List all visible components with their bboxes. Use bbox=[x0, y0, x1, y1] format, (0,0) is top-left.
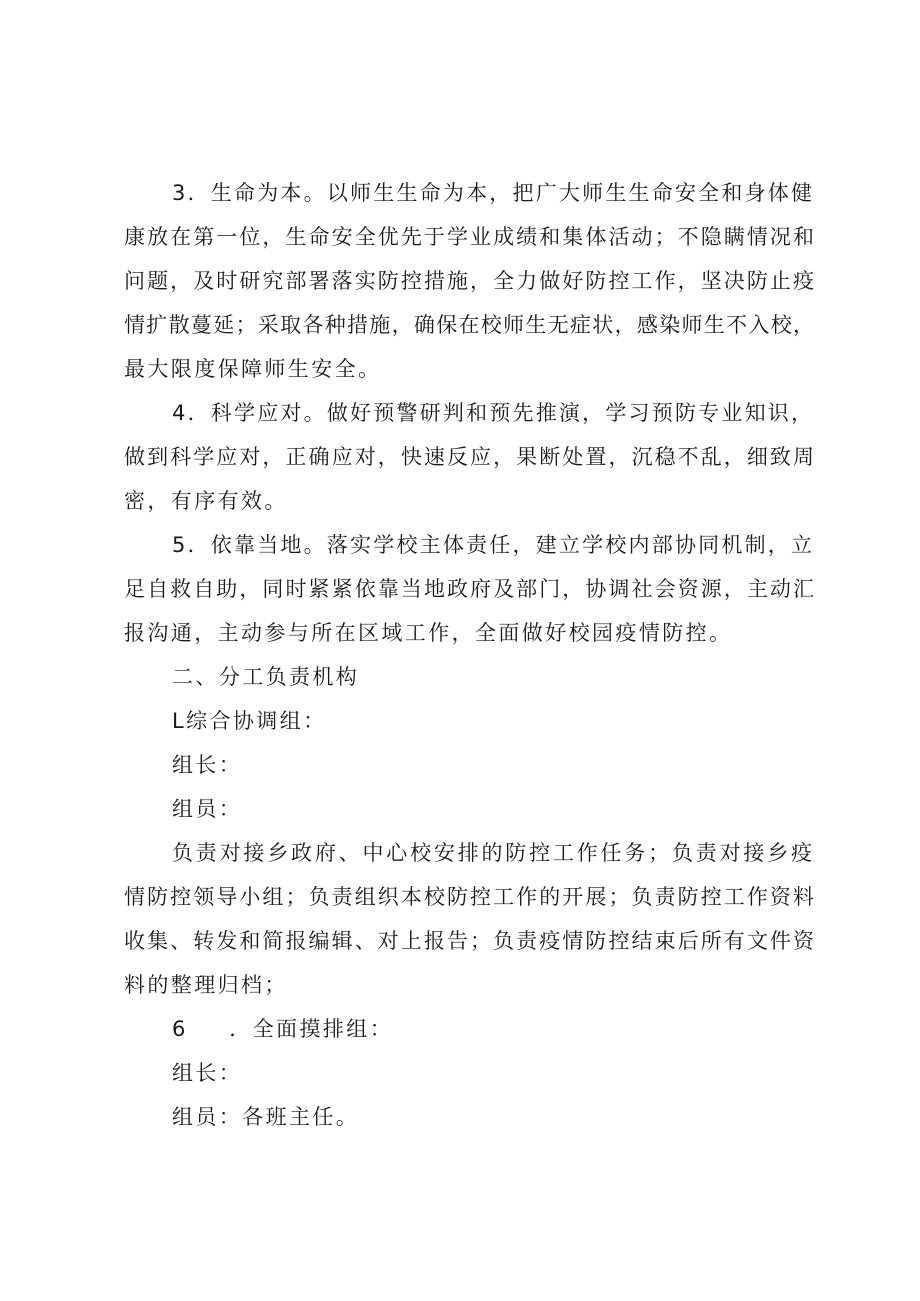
group-title-coordination: L综合协调组： bbox=[172, 709, 327, 733]
duties-line-3: 收集、转发和简报编辑、对上报告；负责疫情防控结束后所有文件资 bbox=[124, 929, 814, 953]
paragraph-4-line-3: 密，有序有效。 bbox=[124, 489, 288, 513]
paragraph-5-line-2: 足自救自助，同时紧紧依靠当地政府及部门，协调社会资源，主动汇 bbox=[124, 577, 814, 601]
group-member-label: 组员： bbox=[172, 797, 243, 821]
paragraph-3-line-1: 3．生命为本。以师生生命为本，把广大师生生命安全和身体健 bbox=[172, 181, 812, 205]
group-leader-label: 组长： bbox=[172, 753, 243, 777]
paragraph-3-line-4: 情扩散蔓延；采取各种措施，确保在校师生无症状，感染师生不入校， bbox=[124, 313, 814, 337]
section-heading: 二、分工负责机构 bbox=[172, 665, 360, 689]
paragraph-3-line-3: 问题，及时研究部署落实防控措施，全力做好防控工作，坚决防止疫 bbox=[124, 269, 814, 293]
paragraph-3-line-2: 康放在第一位，生命安全优先于学业成绩和集体活动；不隐瞒情况和 bbox=[124, 225, 814, 249]
group-title-survey: 6 ．全面摸排组： bbox=[172, 1017, 394, 1041]
survey-member-label: 组员：各班主任。 bbox=[172, 1105, 360, 1129]
paragraph-3-line-5: 最大限度保障师生安全。 bbox=[124, 357, 382, 381]
duties-line-4: 料的整理归档； bbox=[124, 973, 288, 997]
survey-leader-label: 组长： bbox=[172, 1061, 243, 1085]
paragraph-5-line-1: 5．依靠当地。落实学校主体责任，建立学校内部协同机制，立 bbox=[172, 533, 812, 557]
paragraph-4-line-1: 4．科学应对。做好预警研判和预先推演，学习预防专业知识， bbox=[172, 401, 812, 425]
duties-line-1: 负责对接乡政府、中心校安排的防控工作任务；负责对接乡疫 bbox=[172, 841, 812, 865]
paragraph-5-line-3: 报沟通，主动参与所在区域工作，全面做好校园疫情防控。 bbox=[124, 621, 733, 645]
duties-line-2: 情防控领导小组；负责组织本校防控工作的开展；负责防控工作资料 bbox=[124, 885, 814, 909]
paragraph-4-line-2: 做到科学应对，正确应对，快速反应，果断处置，沉稳不乱，细致周 bbox=[124, 445, 814, 469]
